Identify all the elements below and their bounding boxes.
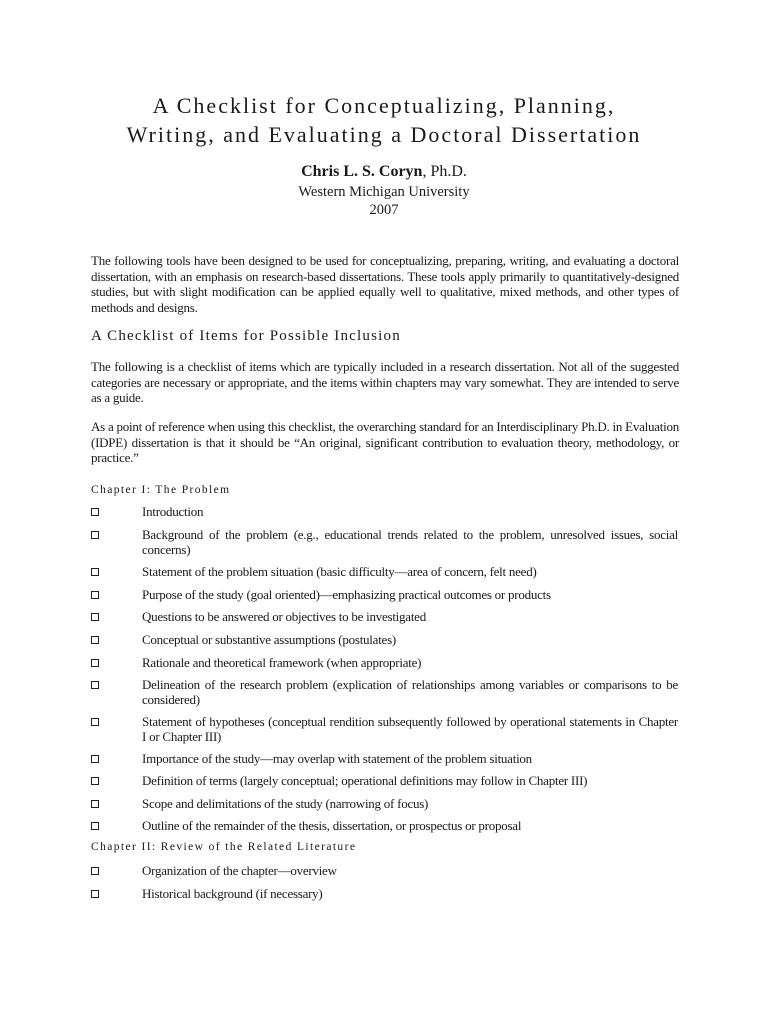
- year: 2007: [369, 202, 399, 218]
- checklist-item-text: Statement of the problem situation (basic difficulty—area of concern, felt need): [142, 564, 537, 579]
- author-name: Chris L. S. Coryn: [301, 163, 423, 180]
- checklist-item-text: Definition of terms (largely conceptual; operational definitions may follow in Chapter III): [142, 773, 588, 788]
- checklist-item-text: Outline of the remainder of the thesis, dissertation, or prospectus or proposal: [142, 818, 522, 833]
- title-line-1: A Checklist for Conceptualizing, Planning,: [152, 93, 616, 118]
- checkbox-icon[interactable]: [91, 636, 99, 644]
- checklist-item-text: Background of the problem (e.g., educational trends related to the problem, unresolved issues, social concerns): [142, 527, 678, 557]
- checklist-item-text: Organization of the chapter—overview: [142, 863, 337, 878]
- chapter-1-heading: Chapter I: The Problem: [91, 484, 231, 496]
- section-heading: A Checklist of Items for Possible Inclusion: [91, 328, 401, 344]
- section-paragraph-1: The following is a checklist of items which are typically included in a research dissertation. Not all of the suggested categories are necessary or appropriate, and the items within chapters may vary somewhat. They are intended to serve as a guide.: [91, 359, 679, 405]
- checkbox-icon[interactable]: [91, 755, 99, 763]
- title-line-2: Writing, and Evaluating a Doctoral Dissertation: [126, 122, 642, 147]
- checklist-item-text: Questions to be answered or objectives to be investigated: [142, 609, 426, 624]
- checkbox-icon[interactable]: [91, 890, 99, 898]
- checkbox-icon[interactable]: [91, 531, 99, 539]
- checkbox-icon[interactable]: [91, 867, 99, 875]
- checklist-item-text: Scope and delimitations of the study (narrowing of focus): [142, 796, 429, 811]
- affiliation: Western Michigan University: [298, 184, 470, 200]
- checkbox-icon[interactable]: [91, 718, 99, 726]
- checklist-item-text: Importance of the study—may overlap with statement of the problem situation: [142, 751, 532, 766]
- checklist-item-text: Rationale and theoretical framework (when appropriate): [142, 655, 422, 670]
- checklist-item-text: Conceptual or substantive assumptions (postulates): [142, 632, 396, 647]
- checklist-item-text: Delineation of the research problem (explication of relationships among variables or comparisons to be considered): [142, 677, 678, 707]
- checkbox-icon[interactable]: [91, 777, 99, 785]
- checkbox-icon[interactable]: [91, 681, 99, 689]
- chapter-2-heading: Chapter II: Review of the Related Literature: [91, 841, 357, 853]
- checkbox-icon[interactable]: [91, 613, 99, 621]
- checkbox-icon[interactable]: [91, 591, 99, 599]
- checkbox-icon[interactable]: [91, 508, 99, 516]
- checkbox-icon[interactable]: [91, 659, 99, 667]
- author-degree: , Ph.D.: [422, 163, 467, 180]
- checklist-item-text: Historical background (if necessary): [142, 886, 323, 901]
- intro-paragraph: The following tools have been designed to be used for conceptualizing, preparing, writing, and evaluating a doctoral dissertation, with an emphasis on research-based dissertations. These tools apply primarily to quantitatively-designed studies, but with slight modification can be applied equally well to qualitative, mixed methods, and other types of methods and designs.: [91, 253, 679, 315]
- checkbox-icon[interactable]: [91, 800, 99, 808]
- checklist-item-text: Statement of hypotheses (conceptual rendition subsequently followed by operational statements in Chapter I or Chapter III): [142, 714, 678, 744]
- checklist-item-text: Introduction: [142, 504, 204, 519]
- checklist-item-text: Purpose of the study (goal oriented)—emphasizing practical outcomes or products: [142, 587, 551, 602]
- section-paragraph-2: As a point of reference when using this checklist, the overarching standard for an Interdisciplinary Ph.D. in Evaluation (IDPE) dissertation is that it should be “An original, significant contribution to evaluation theory, methodology, or practice.”: [91, 419, 679, 465]
- checkbox-icon[interactable]: [91, 568, 99, 576]
- checkbox-icon[interactable]: [91, 822, 99, 830]
- author-line: [0, 163, 768, 181]
